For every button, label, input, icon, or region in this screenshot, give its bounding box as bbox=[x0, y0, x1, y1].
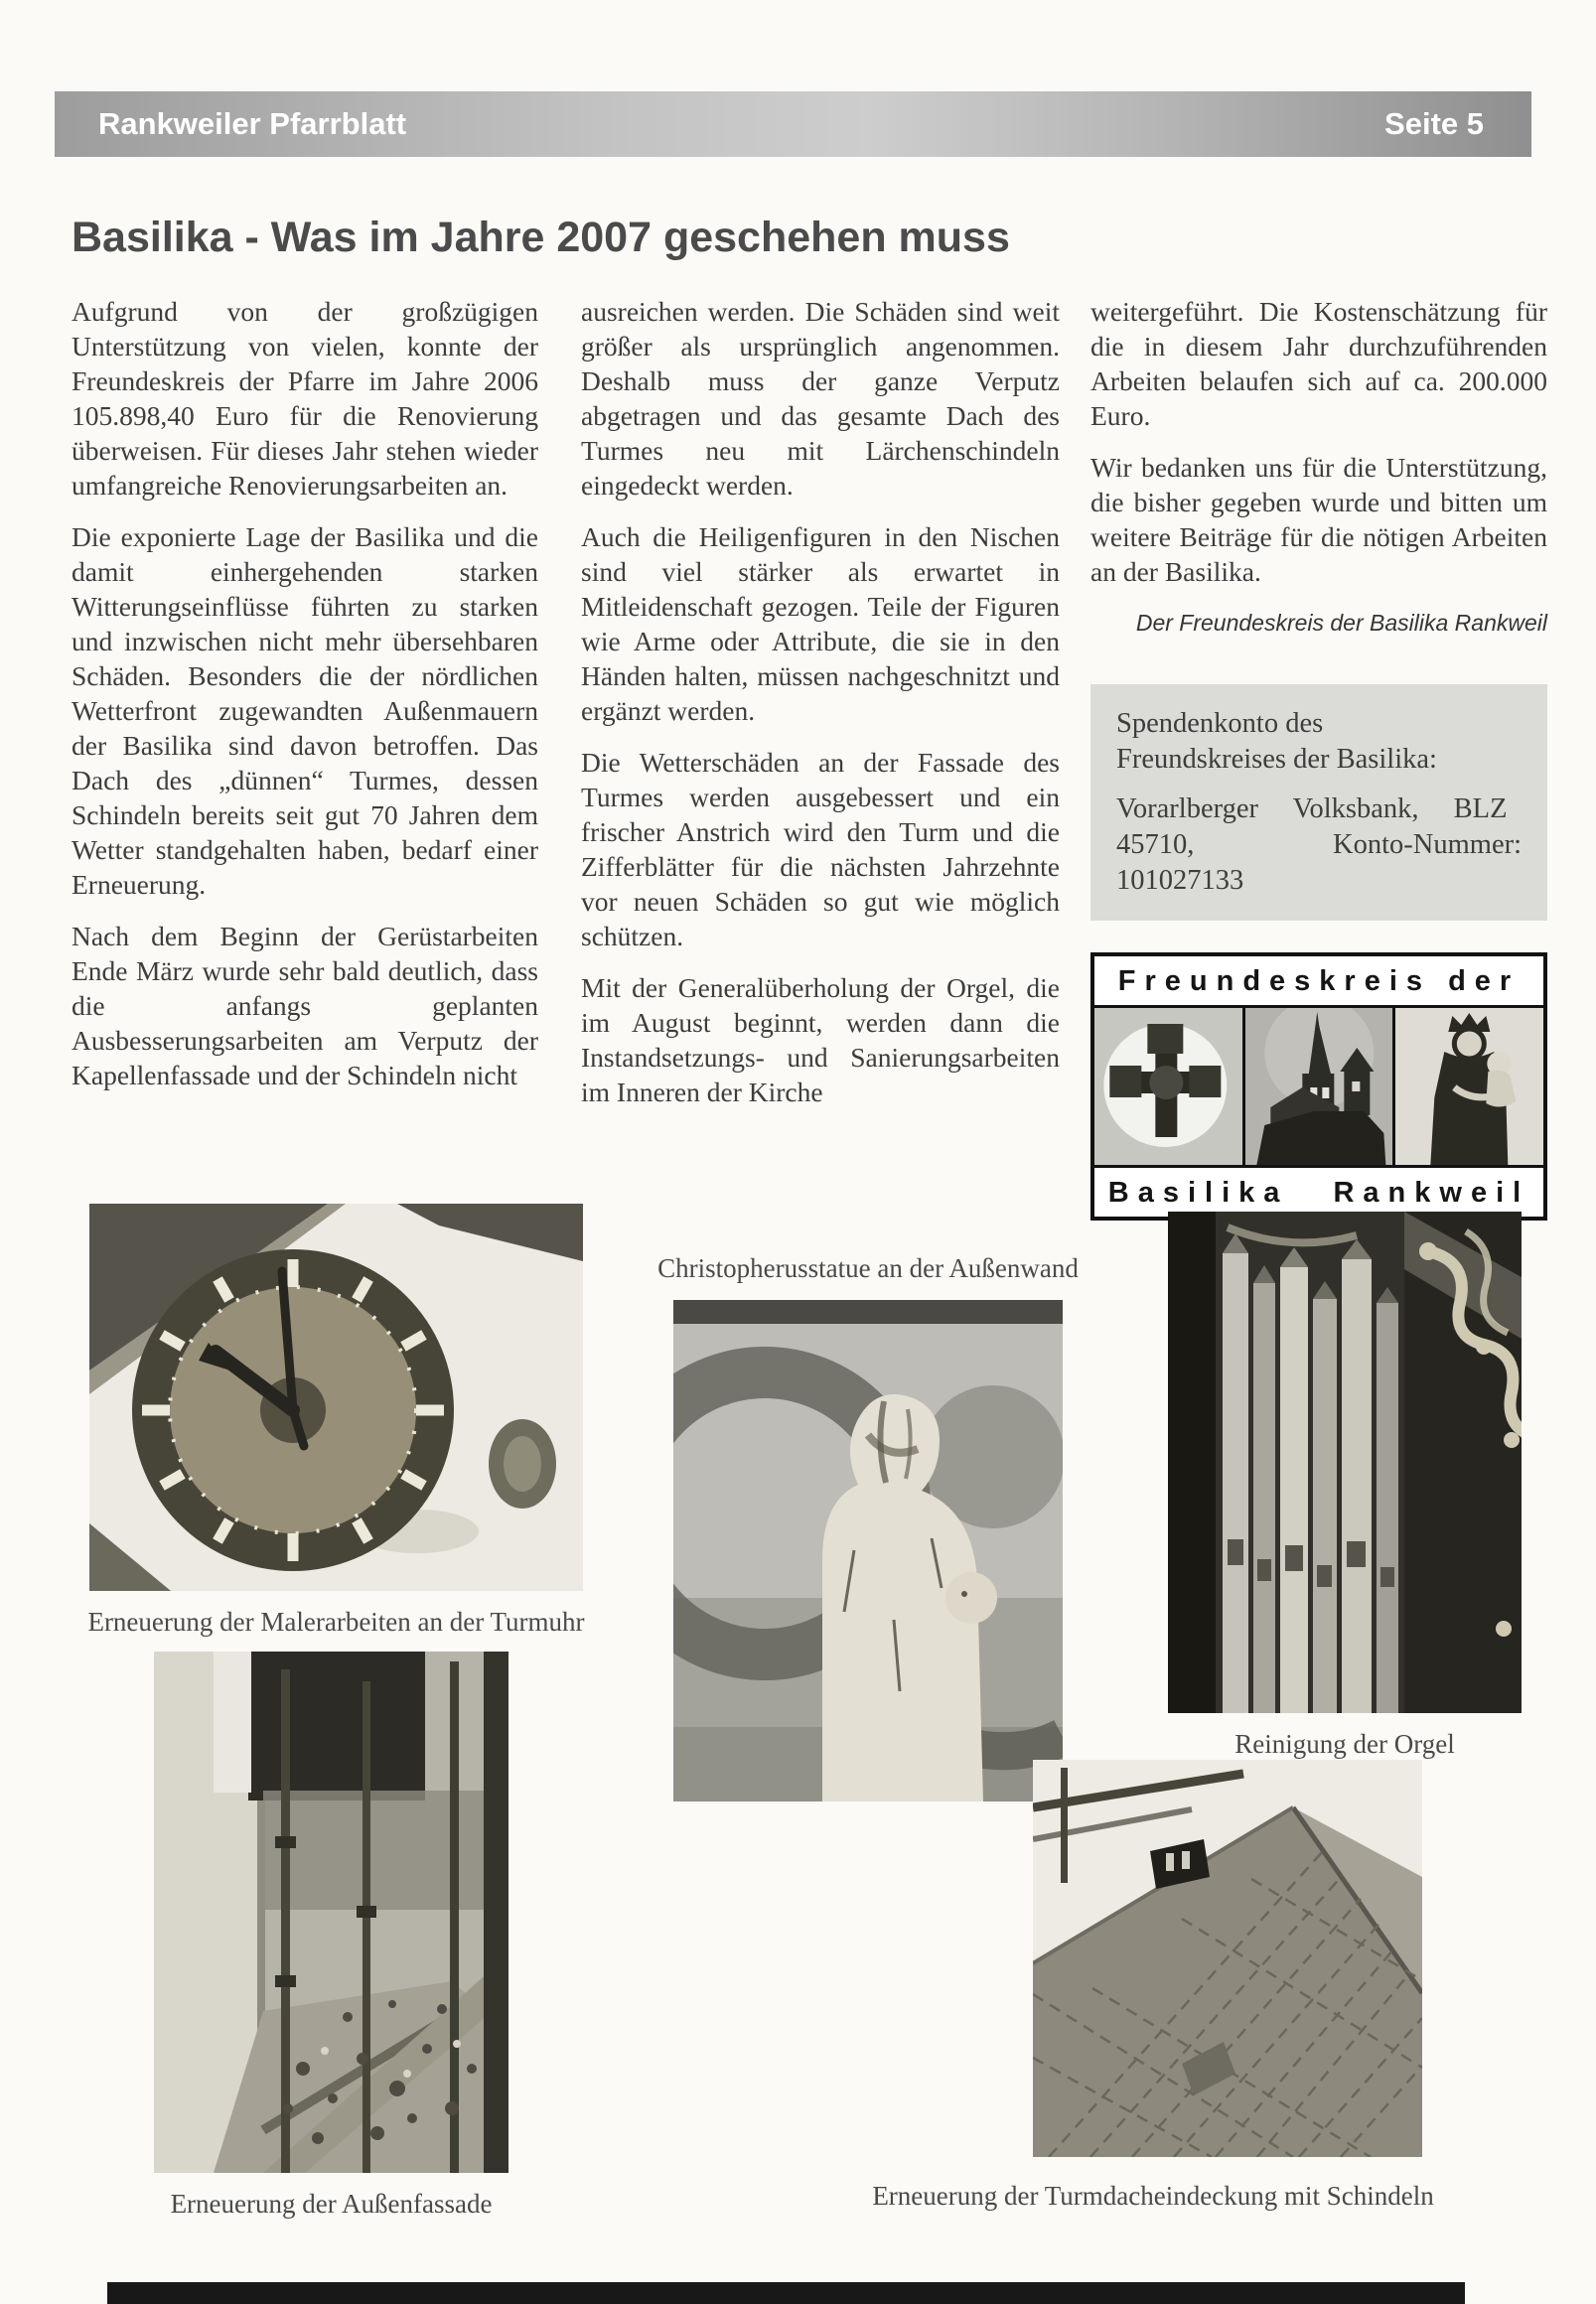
paragraph: Auch die Heiligenfiguren in den Nischen sind viel stärker als erwartet in Mitleidenschaft gezogen. Teile der Figuren wie Arme oder Attribute, die sie in den Händen halten, müssen nachgeschnitzt und ergänzt werden. bbox=[581, 521, 1060, 726]
statue-image bbox=[673, 1300, 1063, 1801]
photo-organ bbox=[1168, 1212, 1522, 1760]
logo-cell-church bbox=[1245, 1008, 1396, 1165]
church-icon bbox=[1245, 1008, 1393, 1165]
newsletter-title: Rankweiler Pfarrblatt bbox=[98, 106, 407, 141]
photo-roof-shingles bbox=[872, 1760, 1434, 2212]
photo-caption: Christopherusstatue an der Außenwand bbox=[657, 1253, 1079, 1283]
logo-cell-madonna bbox=[1395, 1008, 1543, 1165]
article-column-1 bbox=[72, 294, 538, 1109]
organ-image bbox=[1168, 1212, 1522, 1713]
page-header-bar bbox=[55, 91, 1531, 157]
page-number: Seite 5 bbox=[1384, 106, 1484, 141]
roof-image bbox=[1033, 1760, 1422, 2157]
paragraph: ausreichen werden. Die Schäden sind weit größer als ursprünglich angenommen. Deshalb muss der ganze Verputz abgetragen und das gesamte Dach des Turmes neu mit Lärchenschindeln eingedeckt werden. bbox=[581, 296, 1060, 501]
photo-scaffolding bbox=[154, 1652, 508, 2220]
paragraph: weitergeführt. Die Kostenschätzung für die in diesem Jahr durchzuführenden Arbeiten belaufen sich auf ca. 200.000 Euro. bbox=[1090, 296, 1547, 431]
scaffolding-image bbox=[154, 1652, 508, 2173]
donation-line: Spendenkonto des bbox=[1116, 708, 1324, 739]
logo-bottom-text: Basilika Rankweil bbox=[1107, 1177, 1530, 1209]
photo-caption: Erneuerung der Malerarbeiten an der Turmuhr bbox=[87, 1607, 585, 1637]
paragraph: Aufgrund von der großzügigen Unterstützung von vielen, konnte der Freundeskreis der Pfarre im Jahre 2006 105.898,40 Euro für die Renovierung überweisen. Für dieses Jahr stehen wieder umfangreiche Renovierungsarbeiten an. bbox=[72, 296, 538, 501]
paragraph: Die exponierte Lage der Basilika und die damit einhergehenden starken Witterungseinflüsse führten zu starken und inzwischen nicht mehr übersehbaren Schäden. Besonders die der nördlichen Wetterfront zugewandten Außenmauern der Basilika sind davon betroffen. Das Dach des „dünnen“ Turmes, dessen Schindeln bereits seit gut 70 Jahren dem Wetter standgehalten haben, bedarf einer Erneuerung. bbox=[72, 521, 538, 900]
donation-line: Freundskreises der Basilika: bbox=[1116, 744, 1437, 775]
photo-christopherus-statue bbox=[657, 1253, 1079, 1801]
paragraph: Nach dem Beginn der Gerüstarbeiten Ende März wurde sehr bald deutlich, dass die anfangs geplanten Ausbesserungsarbeiten am Verputz der Kapellenfassade und der Schindeln nicht bbox=[72, 921, 538, 1090]
cross-icon bbox=[1094, 1008, 1242, 1165]
paragraph: Wir bedanken uns für die Unterstützung, die bisher gegeben wurde und bitten um weitere Beiträge für die nötigen Arbeiten an der Basilika. bbox=[1090, 452, 1547, 587]
donation-bank-line: Vorarlberger Volksbank, BLZ bbox=[1116, 793, 1508, 824]
donation-account-box bbox=[1090, 684, 1547, 921]
freundeskreis-logo bbox=[1090, 952, 1547, 1221]
article-headline: Basilika - Was im Jahre 2007 geschehen muss bbox=[72, 214, 1010, 261]
article-column-3 bbox=[1090, 294, 1547, 1221]
tower-clock-image bbox=[89, 1204, 583, 1591]
scan-edge-strip bbox=[107, 2282, 1465, 2304]
donation-account-line: 45710, Konto-Nummer: 101027133 bbox=[1116, 829, 1522, 896]
article-attribution: Der Freundeskreis der Basilika Rankweil bbox=[1135, 610, 1547, 636]
clock-face bbox=[132, 1249, 454, 1571]
logo-top-text: Freundeskreis der bbox=[1117, 965, 1521, 997]
paragraph: Mit der Generalüberholung der Orgel, die im August beginnt, werden dann die Instandsetzungs- und Sanierungsarbeiten im Inneren der Kirche bbox=[581, 972, 1060, 1107]
madonna-icon bbox=[1395, 1008, 1543, 1165]
photo-caption: Reinigung der Orgel bbox=[1234, 1729, 1455, 1759]
photo-tower-clock bbox=[89, 1204, 583, 1638]
logo-image-row bbox=[1094, 1005, 1543, 1168]
photo-caption: Erneuerung der Turmdacheindeckung mit Schindeln bbox=[872, 2181, 1434, 2211]
paragraph: Die Wetterschäden an der Fassade des Turmes werden ausgebessert und ein frischer Anstrich wird den Turm und die Zifferblätter für die nächsten Jahrzehnte vor neuen Schäden so gut wie möglich schützen. bbox=[581, 747, 1060, 951]
logo-cell-cross bbox=[1094, 1008, 1245, 1165]
photo-caption: Erneuerung der Außenfassade bbox=[170, 2189, 493, 2219]
article-column-2 bbox=[581, 294, 1060, 1126]
